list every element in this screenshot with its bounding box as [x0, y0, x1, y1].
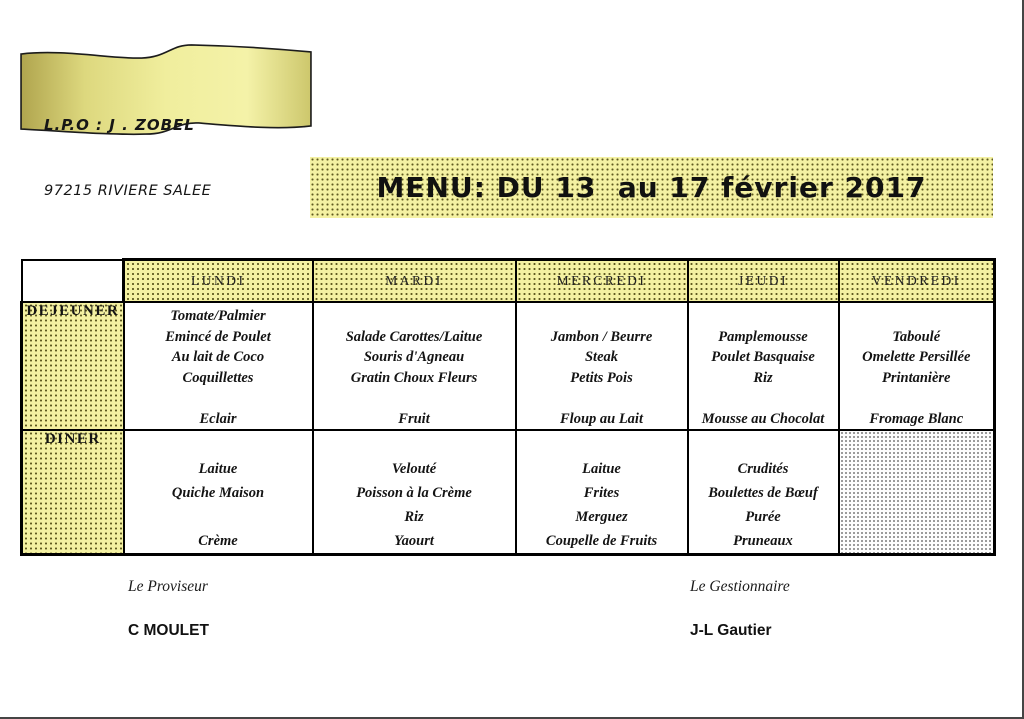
menu-item-line: Laitue	[582, 461, 621, 477]
signature-title-gestionnaire: Le Gestionnaire	[690, 578, 790, 595]
day-header-mardi: MARDI	[313, 260, 516, 303]
menu-item-line: Mousse au Chocolat	[701, 410, 825, 427]
menu-item-line	[314, 388, 515, 409]
dinner-row	[22, 430, 995, 555]
menu-cell-jeudi-dejeuner	[688, 302, 839, 430]
menu-cell-mercredi-diner	[516, 430, 688, 555]
menu-item-line: Fromage Blanc	[869, 410, 964, 427]
signature-title-proviseur: Le Proviseur	[128, 578, 208, 595]
menu-item-line: Souris d'Agneau	[363, 349, 465, 365]
menu-title-banner	[310, 157, 993, 218]
menu-item-line: Taboulé	[892, 328, 941, 345]
menu-item-line	[517, 388, 687, 409]
menu-item-line: Frites	[583, 485, 620, 501]
menu-item-line: Crème	[198, 533, 238, 549]
signature-name-proviseur: C MOULET	[128, 622, 209, 639]
menu-item-line	[517, 306, 687, 327]
menu-item-line: Purée	[745, 509, 781, 525]
school-name: L.P.O : J . ZOBEL	[44, 116, 195, 134]
row-label-diner: DINER	[22, 430, 124, 555]
menu-item-line: Petits Pois	[570, 369, 633, 386]
signature-name-gestionnaire: J-L Gautier	[690, 622, 772, 639]
menu-cell-vendredi-dejeuner	[839, 302, 995, 430]
menu-cell-mercredi-dejeuner	[516, 302, 688, 430]
menu-item-line	[840, 388, 994, 409]
school-address	[44, 70, 211, 246]
menu-item-line: Riz	[404, 509, 424, 525]
menu-item-line	[689, 433, 838, 457]
menu-item-line	[314, 306, 515, 327]
menu-item-line: Coquillettes	[182, 369, 254, 386]
menu-title: MENU: DU 13 au 17 février 2017	[376, 171, 927, 204]
menu-table	[20, 258, 996, 556]
menu-item-line: Salade Carottes/Laitue	[345, 328, 483, 345]
menu-item-line: Quiche Maison	[171, 485, 265, 501]
menu-item-line: Coupelle de Fruits	[545, 533, 658, 549]
menu-cell-lundi-dejeuner	[124, 302, 313, 430]
menu-cell-mardi-dejeuner	[313, 302, 516, 430]
menu-item-line: Steak	[584, 349, 619, 365]
menu-item-line: Pamplemousse	[718, 328, 808, 345]
menu-item-line: Crudités	[737, 461, 789, 477]
menu-cell-mardi-diner	[313, 430, 516, 555]
menu-item-line: Au lait de Coco	[171, 349, 265, 365]
menu-item-line: Emincé de Poulet	[165, 328, 271, 345]
school-ribbon	[18, 40, 314, 199]
row-label-dejeuner: DEJEUNER	[22, 302, 124, 430]
day-header-mercredi: MERCREDI	[516, 260, 688, 303]
menu-item-line	[689, 306, 838, 327]
school-city: 97215 RIVIERE SALEE	[44, 183, 212, 199]
corner-empty-cell	[22, 260, 124, 303]
menu-item-line: Merguez	[575, 509, 628, 525]
day-header-row	[22, 260, 995, 303]
menu-item-line: Laitue	[198, 461, 238, 477]
menu-item-line: Jambon / Beurre	[550, 328, 653, 345]
menu-item-line: Pruneaux	[733, 533, 793, 549]
menu-item-line: Poulet Basquaise	[711, 349, 815, 365]
menu-item-line: Poisson à la Crème	[356, 485, 472, 501]
menu-item-line	[314, 433, 515, 457]
menu-item-line: Yaourt	[394, 533, 434, 549]
menu-item-line: Printanière	[882, 369, 951, 386]
signature-proviseur	[128, 578, 209, 640]
menu-cell-vendredi-diner-empty	[839, 430, 995, 555]
menu-item-line	[689, 388, 838, 409]
menu-item-line: Fruit	[398, 410, 430, 427]
day-header-jeudi: JEUDI	[688, 260, 839, 303]
menu-item-line	[125, 433, 312, 457]
menu-item-line: Velouté	[391, 461, 437, 477]
day-header-lundi: LUNDI	[124, 260, 313, 303]
menu-item-line	[125, 505, 312, 529]
menu-item-line: Tomate/Palmier	[170, 308, 266, 324]
menu-item-line	[517, 433, 687, 457]
menu-item-line: Gratin Choux Fleurs	[350, 369, 478, 386]
menu-cell-lundi-diner	[124, 430, 313, 555]
menu-item-line	[125, 388, 312, 409]
menu-item-line: Omelette Persillée	[862, 349, 971, 365]
menu-item-line: Riz	[753, 369, 773, 386]
menu-item-line: Floup au Lait	[560, 410, 643, 427]
day-header-vendredi: VENDREDI	[839, 260, 995, 303]
lunch-row	[22, 302, 995, 430]
menu-item-line: Boulettes de Bœuf	[708, 485, 818, 501]
menu-item-line: Eclair	[199, 410, 237, 427]
menu-cell-jeudi-diner	[688, 430, 839, 555]
signature-gestionnaire	[690, 578, 790, 640]
menu-item-line	[840, 306, 994, 327]
